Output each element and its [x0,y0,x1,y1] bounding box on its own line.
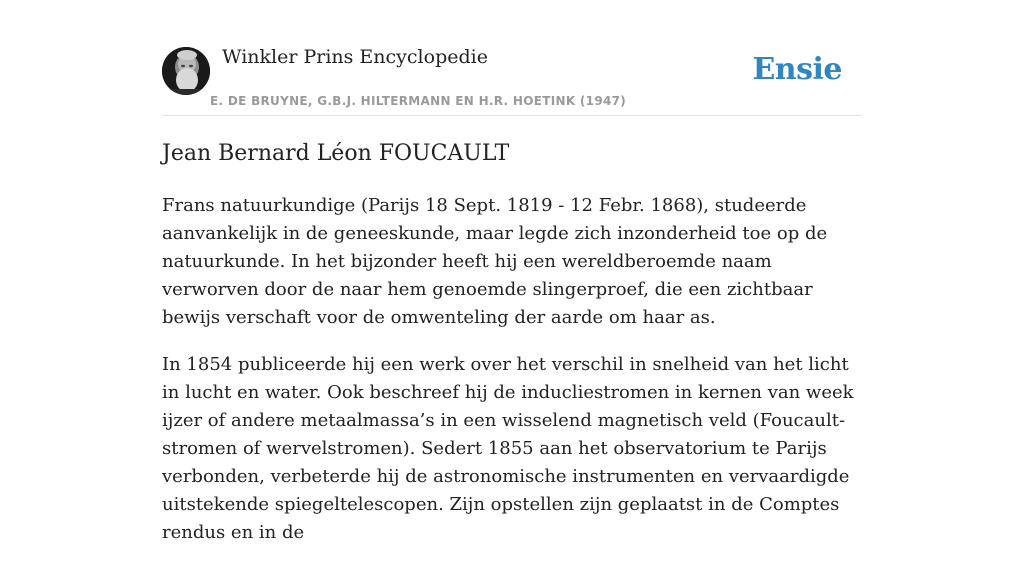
author-avatar[interactable] [162,47,210,95]
avatar-portrait-image [162,47,210,95]
authors-line: E. DE BRUYNE, G.B.J. HILTERMANN EN H.R. HOETINK (1947) [210,94,627,108]
article-body [162,192,862,566]
article-paragraph: In 1854 publiceerde hij een werk over het verschil in snelheid van het licht in lucht en water. Ook beschreef hij de inducliestromen in kernen van week ijzer of andere metaalmassa’s in een wisselend magnetisch veld (Foucault-stromen of wervelstromen). Sedert 1855 aan het observatorium te Parijs verbonden, verbeterde hij de astronomische instrumenten en vervaardigde uitstekende spiegeltelescopen. Zijn opstellen zijn geplaatst in de Comptes rendus en in de [162,354,854,543]
article-paragraph: Frans natuurkundige (Parijs 18 Sept. 1819 - 12 Febr. 1868), studeerde aanvankelijk in de geneeskunde, maar legde zich inzonderheid toe op de natuurkunde. In het bijzonder heeft hij een wereldberoemde naam verworven door de naar hem genoemde slingerproef, die een zichtbaar bewijs verschaft voor de omwenteling der aarde om haar as. [162,195,828,328]
publication-name[interactable]: Winkler Prins Encyclopedie [222,46,488,68]
brand-logo[interactable]: Ensie [752,52,842,87]
article-title: Jean Bernard Léon FOUCAULT [162,141,510,166]
page [162,0,862,543]
header [162,0,862,116]
